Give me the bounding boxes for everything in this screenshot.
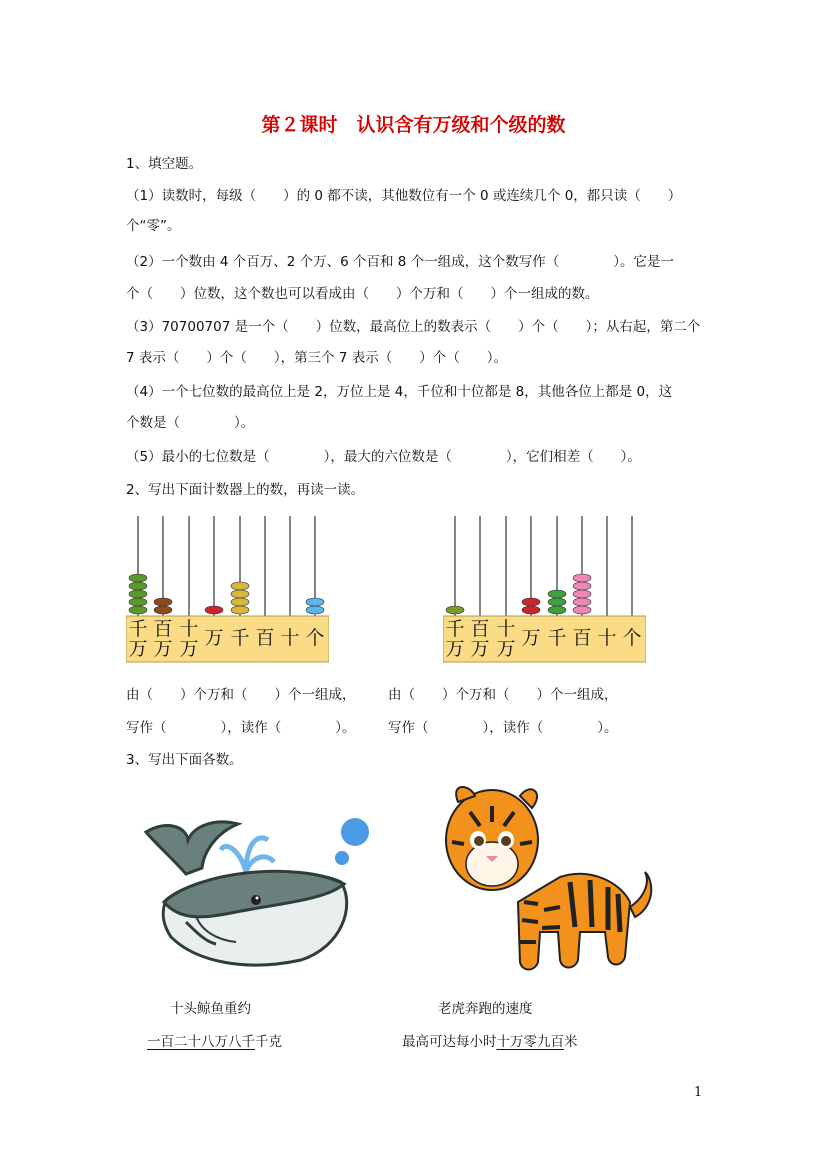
abacus-bead bbox=[231, 590, 249, 598]
tiger-speed bbox=[402, 1030, 578, 1050]
place-label: 千 bbox=[128, 618, 148, 640]
place-label: 十 bbox=[280, 627, 300, 649]
q3-heading: 3、写出下面各数。 bbox=[126, 752, 243, 768]
abacus-bead bbox=[231, 598, 249, 606]
q1-item3-line1: （3）70700707 是一个（ ）位数，最高位上的数表示（ ）个（ ）；从右起，第二个 bbox=[126, 319, 701, 335]
tiger-illustration bbox=[440, 782, 662, 977]
tiger-speed-unit: 米 bbox=[564, 1034, 578, 1050]
q2-left-line1: 由（ ）个万和（ ）个一组成， bbox=[126, 687, 356, 703]
place-label: 个 bbox=[305, 627, 325, 649]
q2-right-line2: 写作（ ），读作（ ）。 bbox=[388, 720, 618, 736]
q2-left-line2: 写作（ ），读作（ ）。 bbox=[126, 720, 356, 736]
abacus-counter-2 bbox=[443, 512, 646, 664]
q2-right-line1: 由（ ）个万和（ ）个一组成， bbox=[388, 687, 618, 703]
place-label: 十 bbox=[496, 618, 516, 640]
q1-item5: （5）最小的七位数是（ ），最大的六位数是（ ），它们相差（ ）。 bbox=[126, 449, 641, 465]
q1-item1-line2: 个“零”。 bbox=[126, 218, 181, 234]
abacus-bead bbox=[205, 606, 223, 614]
abacus-bead bbox=[573, 574, 591, 582]
abacus-bead bbox=[129, 574, 147, 582]
abacus-counter-1 bbox=[126, 512, 329, 664]
abacus-bead bbox=[129, 590, 147, 598]
place-label: 个 bbox=[622, 627, 642, 649]
abacus-bead bbox=[446, 606, 464, 614]
abacus-bead bbox=[129, 598, 147, 606]
abacus-bead bbox=[306, 606, 324, 614]
place-label: 百 bbox=[255, 627, 275, 649]
place-label: 万 bbox=[128, 638, 148, 660]
q1-item2-line2: 个（ ）位数，这个数也可以看成由（ ）个万和（ ）个一组成的数。 bbox=[126, 286, 599, 302]
abacus-bead bbox=[154, 598, 172, 606]
place-label: 百 bbox=[153, 618, 173, 640]
abacus-bead bbox=[548, 606, 566, 614]
q1-heading: 1、填空题。 bbox=[126, 156, 203, 172]
abacus-bead bbox=[231, 606, 249, 614]
whale-caption: 十头鲸鱼重约 bbox=[170, 1001, 251, 1017]
abacus-bead bbox=[231, 582, 249, 590]
abacus-bead bbox=[548, 590, 566, 598]
place-label: 千 bbox=[445, 618, 465, 640]
q1-item4-line2: 个数是（ ）。 bbox=[126, 415, 255, 431]
abacus-bead bbox=[573, 606, 591, 614]
abacus-bead bbox=[154, 606, 172, 614]
place-label: 千 bbox=[230, 627, 250, 649]
place-label: 万 bbox=[496, 638, 516, 660]
place-label: 千 bbox=[547, 627, 567, 649]
place-label: 万 bbox=[521, 627, 541, 649]
abacus-bead bbox=[522, 598, 540, 606]
page-number: 1 bbox=[694, 1085, 703, 1100]
place-label: 万 bbox=[204, 627, 224, 649]
place-label: 十 bbox=[597, 627, 617, 649]
whale-weight bbox=[147, 1030, 282, 1050]
abacus-bead bbox=[573, 582, 591, 590]
place-label: 百 bbox=[470, 618, 490, 640]
abacus-bead bbox=[522, 606, 540, 614]
whale-weight-value: 一百二十八万八千 bbox=[147, 1034, 255, 1050]
tiger-caption: 老虎奔跑的速度 bbox=[438, 1001, 533, 1017]
whale-illustration bbox=[126, 812, 371, 972]
q1-item4-line1: （4）一个七位数的最高位上是 2，万位上是 4，千位和十位都是 8，其他各位上都是 0，这 bbox=[126, 384, 673, 400]
q1-item2-line1: （2）一个数由 4 个百万、2 个万、6 个百和 8 个一组成，这个数写作（ ）。它是一 bbox=[126, 254, 674, 270]
q1-item3-line2: 7 表示（ ）个（ ），第三个 7 表示（ ）个（ ）。 bbox=[126, 350, 508, 366]
place-label: 十 bbox=[179, 618, 199, 640]
page-title: 第２课时 认识含有万级和个级的数 bbox=[261, 114, 566, 136]
q2-heading: 2、写出下面计数器上的数，再读一读。 bbox=[126, 482, 365, 498]
abacus-bead bbox=[573, 590, 591, 598]
place-label: 百 bbox=[572, 627, 592, 649]
tiger-speed-prefix: 最高可达每小时 bbox=[402, 1034, 497, 1050]
abacus-bead bbox=[548, 598, 566, 606]
tiger-speed-value: 十万零九百 bbox=[496, 1034, 564, 1050]
abacus-bead bbox=[573, 598, 591, 606]
place-label: 万 bbox=[445, 638, 465, 660]
place-label: 万 bbox=[470, 638, 490, 660]
abacus-bead bbox=[129, 582, 147, 590]
place-label: 万 bbox=[153, 638, 173, 660]
place-label: 万 bbox=[179, 638, 199, 660]
whale-weight-unit: 千克 bbox=[255, 1034, 282, 1050]
q1-item1-line1: （1）读数时，每级（ ）的 0 都不读，其他数位有一个 0 或连续几个 0，都只读（ ） bbox=[126, 188, 682, 204]
abacus-bead bbox=[129, 606, 147, 614]
abacus-bead bbox=[306, 598, 324, 606]
